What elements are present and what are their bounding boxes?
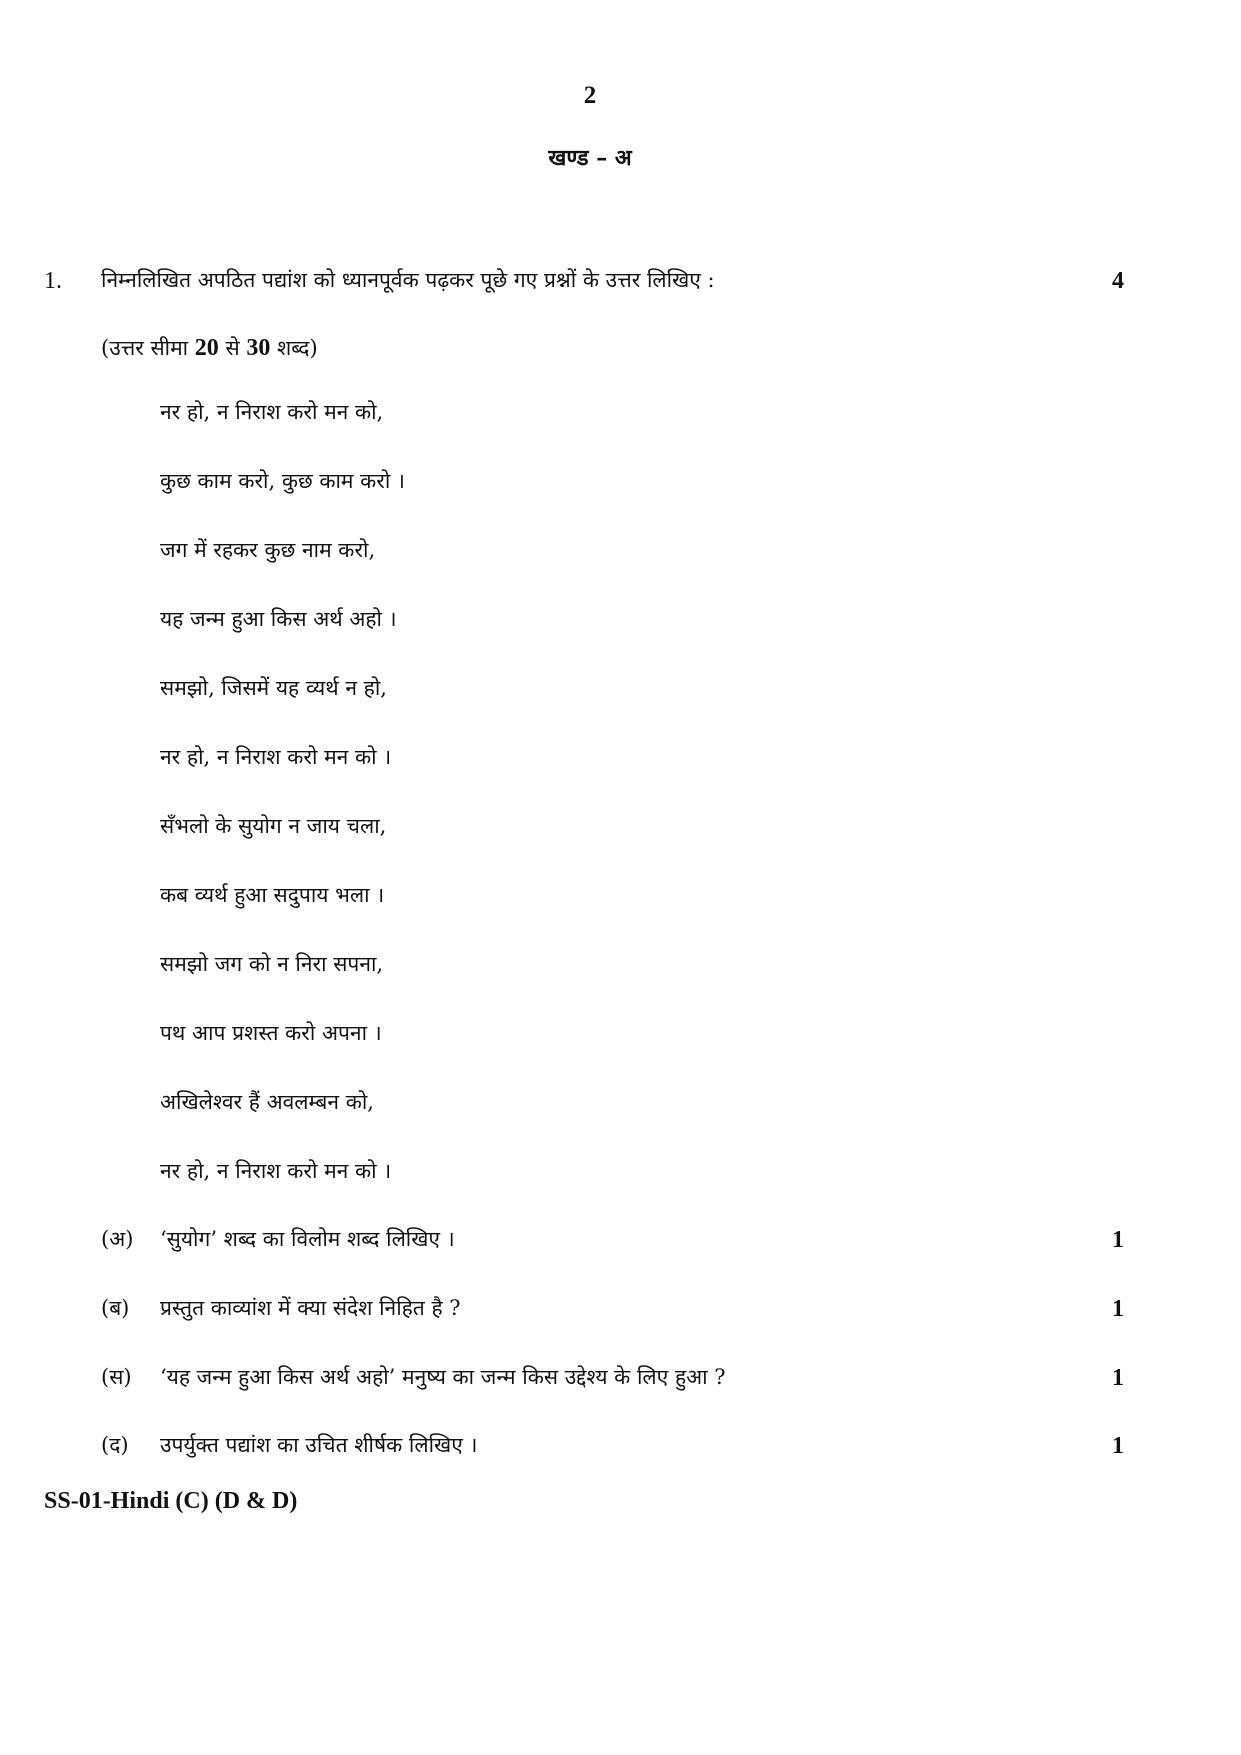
- question-marks: 4: [1112, 268, 1124, 294]
- subquestion-text-b: प्रस्तुत काव्यांश में क्या संदेश निहित है ?: [160, 1296, 461, 1320]
- subquestion-label-d: (द): [101, 1433, 129, 1457]
- poem-line: पथ आप प्रशस्त करो अपना ।: [160, 1021, 382, 1045]
- subquestion-label-b: (ब): [101, 1296, 130, 1320]
- answer-limit-min: 20: [194, 335, 219, 361]
- page-number: 2: [583, 82, 597, 109]
- poem-line: अखिलेश्वर हैं अवलम्बन को,: [160, 1090, 374, 1114]
- poem-line: जग में रहकर कुछ नाम करो,: [160, 538, 376, 562]
- poem-line: कुछ काम करो, कुछ काम करो ।: [160, 469, 405, 493]
- answer-limit: [101, 334, 318, 362]
- subquestion-label-a: (अ): [101, 1227, 134, 1251]
- subquestion-marks-a: 1: [1112, 1227, 1124, 1253]
- subquestion-marks-b: 1: [1112, 1296, 1124, 1322]
- answer-limit-mid: से: [218, 336, 247, 360]
- poem-line: सँभलो के सुयोग न जाय चला,: [160, 814, 387, 838]
- answer-limit-suffix: शब्द): [270, 336, 318, 360]
- answer-limit-max: 30: [246, 335, 271, 361]
- question-number: 1.: [44, 268, 62, 294]
- poem-line: नर हो, न निराश करो मन को ।: [160, 1159, 392, 1183]
- subquestion-text-d: उपर्युक्त पद्यांश का उचित शीर्षक लिखिए ।: [160, 1433, 478, 1457]
- subquestion-text-a: ‘सुयोग’ शब्द का विलोम शब्द लिखिए ।: [160, 1227, 455, 1251]
- section-title: खण्ड – अ: [548, 145, 632, 171]
- poem-line: समझो, जिसमें यह व्यर्थ न हो,: [160, 676, 387, 700]
- poem-line: नर हो, न निराश करो मन को ।: [160, 745, 392, 769]
- subquestion-marks-c: 1: [1112, 1365, 1124, 1391]
- paper-code: SS-01-Hindi (C) (D & D): [44, 1488, 298, 1514]
- subquestion-marks-d: 1: [1112, 1433, 1124, 1459]
- poem-line: यह जन्म हुआ किस अर्थ अहो ।: [160, 607, 397, 631]
- poem-line: समझो जग को न निरा सपना,: [160, 952, 384, 976]
- poem-line: नर हो, न निराश करो मन को,: [160, 400, 384, 424]
- subquestion-label-c: (स): [101, 1365, 132, 1389]
- question-text: निम्नलिखित अपठित पद्यांश को ध्यानपूर्वक पढ़कर पूछे गए प्रश्नों के उत्तर लिखिए :: [101, 268, 715, 292]
- poem-line: कब व्यर्थ हुआ सदुपाय भला ।: [160, 883, 385, 907]
- subquestion-text-c: ‘यह जन्म हुआ किस अर्थ अहो’ मनुष्य का जन्म किस उद्देश्य के लिए हुआ ?: [160, 1365, 726, 1389]
- answer-limit-prefix: (उत्तर सीमा: [101, 336, 195, 360]
